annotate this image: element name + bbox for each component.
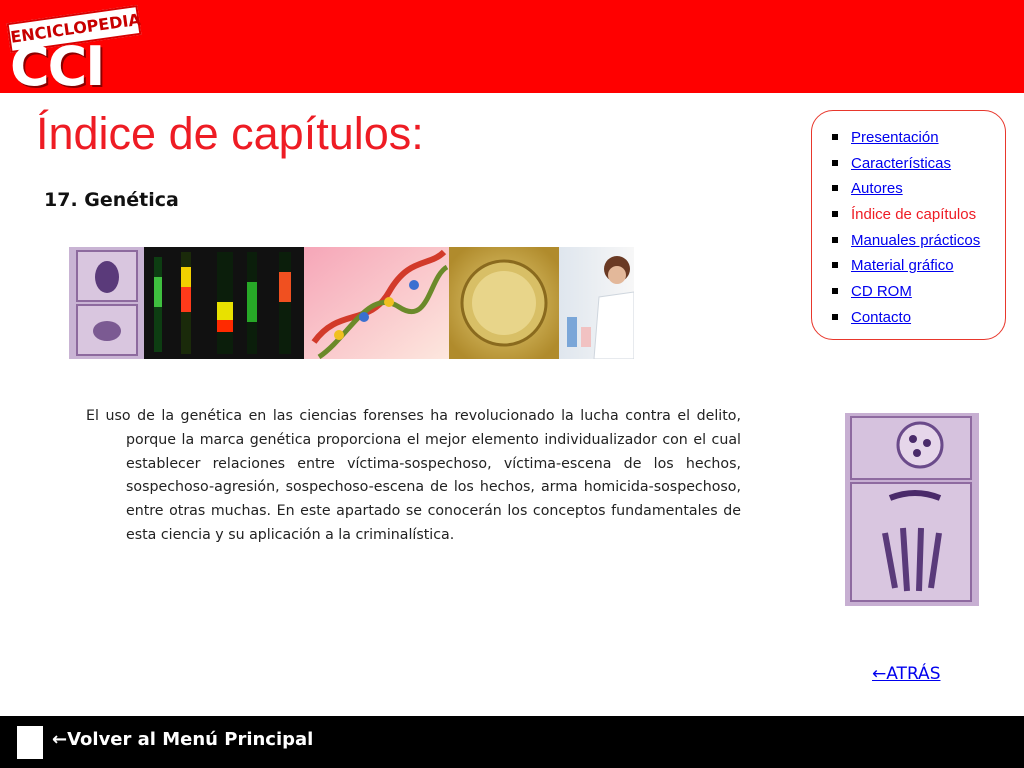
nav-link-material-grafico[interactable]: Material gráfico — [851, 257, 954, 275]
logo-top-text: ENCICLOPEDIA — [7, 5, 142, 53]
page-title: Índice de capítulos: — [36, 108, 424, 159]
main-menu-link[interactable]: ←Volver al Menú Principal — [52, 729, 314, 750]
nav-link-contacto[interactable]: Contacto — [851, 308, 912, 326]
logo-bottom-text: CCI — [10, 35, 104, 98]
enciclopedia-cci-logo[interactable] — [8, 8, 144, 98]
nav-link-manuales-practicos[interactable]: Manuales prácticos — [851, 231, 981, 249]
nav-link-caracteristicas[interactable]: Características — [851, 154, 952, 172]
cell-division-image — [845, 413, 979, 606]
footer-square-icon — [17, 726, 43, 759]
chapter-description: El uso de la genética en las ciencias forenses ha revolucionado la lucha contra el delito, porque la marca genética proporciona el mejor elemento individualizador con el cual establecer relaciones entre víctima-sospechoso, víctima-escena de los hechos, sospechoso-agresión, sospechoso-escena de los hechos, arma homicida-sospechoso, entre otras muchas. En este apartado se conocerán los conceptos fundamentales de esta ciencia y su aplicación a la criminalística. — [86, 408, 741, 543]
footer-bar — [0, 716, 1024, 768]
nav-item-material-grafico[interactable] — [830, 255, 1005, 281]
nav-item-indice-de-capitulos — [830, 204, 1005, 230]
section-title: 17. Genética — [44, 189, 179, 211]
nav-item-manuales-practicos[interactable] — [830, 230, 1005, 256]
genetics-banner-image — [69, 247, 634, 359]
nav-link-autores[interactable]: Autores — [851, 180, 903, 198]
header-bar — [0, 0, 1024, 98]
nav-item-autores[interactable] — [830, 178, 1005, 204]
nav-item-caracteristicas[interactable] — [830, 153, 1005, 179]
nav-link-cd-rom[interactable]: CD ROM — [851, 283, 912, 301]
navigation-menu — [811, 110, 1006, 340]
nav-item-contacto[interactable] — [830, 307, 1005, 333]
nav-link-presentacion[interactable]: Presentación — [851, 129, 939, 146]
nav-current-indice-de-capitulos: Índice de capítulos — [851, 206, 977, 224]
nav-item-presentacion[interactable] — [830, 127, 1005, 153]
nav-item-cd-rom[interactable] — [830, 281, 1005, 307]
back-link[interactable]: ←ATRÁS — [872, 664, 941, 684]
